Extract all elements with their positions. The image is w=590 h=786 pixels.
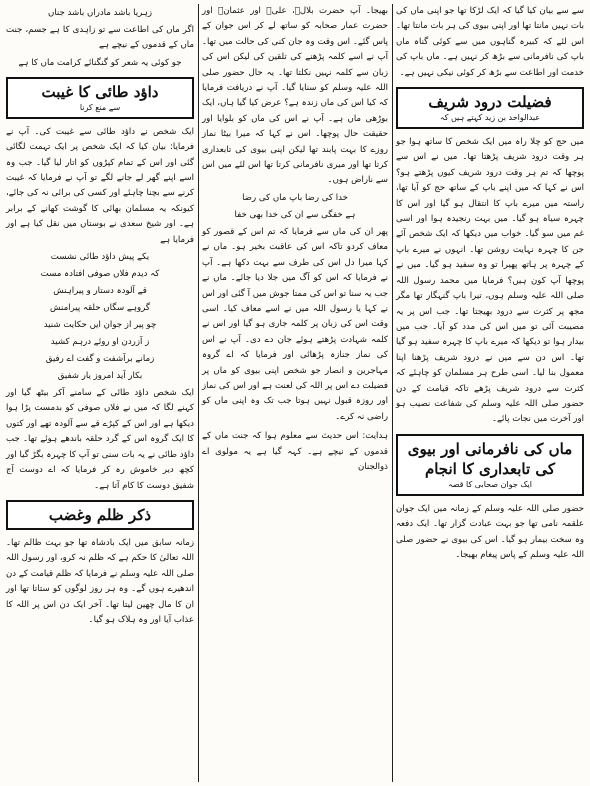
heading-main: داؤد طائی کا غیبت [41,82,159,101]
heading-sub: عبدالواحد بن زید کہتے ہیں کہ [439,113,541,123]
column-divider-left [198,4,199,782]
heading-main: ذکر ظلم وغضب [48,505,152,524]
column-left-body-2: ایک شخص داؤد طائی کے سامنے آکر بیٹھ گیا اور کہنے لگا کہ میں نے فلاں صوفی کو بدمست پڑا ہوا دیکھا ہے اور اس کے کپڑے قے سے آلودہ تھے اور کتوں کا ایک گروہ اس کے گرد حلقہ باندھے ہوئے تھا۔ جب داؤد طائی نے یہ بات سنی تو آپ کا چہرہ بگڑ گیا اور کچھ دیر خاموش رہ کر فرمایا کہ اے دوست آج شفیق دوست کا کام آتا ہے۔ [6,388,194,491]
heading-sub: سے منع کرنا [79,102,121,112]
heading-zulm-o-ghazab [6,500,194,530]
column-middle-body-3: ہدایت: اس حدیث سے معلوم ہوا کہ جنت ماں کے قدموں کے نیچے ہے۔ کہہ گیا ہے یہ مولوی اے ذوالجنان [202,431,388,472]
column-right [396,4,584,563]
heading-sub: ایک جوان صحابی کا قصہ [448,479,532,489]
verse-line: خدا کی رضا باپ ماں کی رضا [242,192,348,203]
top-verse-text: اگر ماں کی اطاعت سے تو زاہدی کا ہے جسم، جنت ماں کے قدموں کے نیچے ہے [6,25,194,51]
column-right-body-3: حضور صلی اللہ علیہ وسلم کے زمانہ میں ایک جوان علقمہ نامی تھا جو بہت عبادت گزار تھا۔ ایک دفعہ وہ سخت بیمار ہو گیا۔ اس کی بیوی نے حضور صلی اللہ علیہ وسلم کے پاس پیغام بھیجا۔ [396,503,584,560]
column-left-body-1: ایک شخص نے داؤد طائی سے غیبت کی۔ آپ نے فرمایا: بیان کیا کہ ایک شخص پر ایک تہمت لگائی گئی اور اس کے تمام کپڑوں کو اتار لیا گیا۔ جب وہ اسے اپنے گھر لے جانے لگے تو آپ نے فرمایا کہ غیبت کرنے سے بچنا چاہئے اور کسی کی برائی نہ کی جائے، کیونکہ یہ مسلمان بھائی کا گوشت کھانے کے برابر ہے۔ اور شیخ سعدی نے بوستاں میں نقل کیا ہے اور فرمایا ہے [6,126,194,245]
column-right-body-1: سے سے بیان کیا گیا کہ ایک لڑکا تھا جو اپنی ماں کی بات نہیں مانتا تھا اور اپنی بیوی کی ہر بات مانتا تھا۔ اس لئے کہ کبیرہ گناہوں میں سے کوئی گناہ ماں باپ کی نافرمانی سے بڑھ کر نہیں ہے۔ ماں باپ کی خدمت اور اطاعت سے بڑھ کر کوئی نیکی نہیں ہے۔ [396,6,584,78]
poem-line: قے آلودہ دستار و پیراہنش [53,286,147,297]
verse-line: زہریا باشد مادراں باشد جناں [47,8,153,18]
heading-fazilat-durood [396,87,584,129]
poem-line: ز آزردن او روئے درہم کشید [50,337,150,348]
heading-daud-tai [6,77,194,119]
poem-line: یکے پیش داؤد طائی نشست [50,252,150,263]
verse-line: ہے خفگی سے ان کی خدا بھی خفا [234,209,356,220]
column-divider-right [392,4,393,782]
heading-main: ماں کی نافرمانی اور بیوی کی تابعداری کا انجام [407,439,573,478]
poem-line: بکار آید امروز یار شفیق [57,371,143,382]
column-right-body-2: میں حج کو چلا راہ میں ایک شخص کا ساتھ ہوا جو ہر وقت درود شریف پڑھتا تھا۔ میں نے اس سے پوچھا کہ تم ہر وقت درود شریف کیوں پڑھتے ہو؟ اس نے کہا کہ میں اپنے باپ کے ساتھ حج کو آیا تھا، راستہ میں میرے باپ کا انتقال ہو گیا اور اس کا چہرہ سیاہ ہو گیا۔ میں بہت رنجیدہ ہوا اور اسی غم میں سو گیا۔ خواب میں دیکھا کہ ایک شخص آئے جن کا چہرہ نہایت روشن تھا۔ انہوں نے میرے باپ کے چہرہ پر ہاتھ پھیرا تو وہ سفید ہو گیا۔ میں نے پوچھا آپ کون ہیں؟ فرمایا میں محمد رسول اللہ صلی اللہ علیہ وسلم ہوں، تیرا باپ گنہگار تھا مگر مجھ پر کثرت سے درود بھیجتا تھا۔ جب اس پر یہ مصیبت آئی تو میں اس کی مدد کو آیا۔ جب میں بیدار ہوا تو دیکھا کہ میرے باپ کا چہرہ سفید ہو گیا تھا۔ اس دن سے میں نے درود شریف پڑھنا اپنا معمول بنا لیا۔ اسی طرح ہر مسلمان کو چاہئے کہ کثرت سے درود شریف پڑھے تاکہ قیامت کے دن حضور صلی اللہ علیہ وسلم کی شفاعت نصیب ہو اور آخرت میں نجات پائے۔ [396,137,584,425]
column-left [6,4,194,628]
poem-line: زمانے برآشفت و گفت اے رفیق [45,354,155,365]
poem-line: گروہے سگاں حلقہ پیرامنش [50,303,150,314]
column-left-body-3: زمانہ سابق میں ایک بادشاہ تھا جو بہت ظالم تھا۔ اللہ تعالیٰ کا حکم ہے کہ ظلم نہ کرو، اور رسول اللہ صلی اللہ علیہ وسلم نے فرمایا کہ ظلم قیامت کے دن اندھیرے ہوں گے۔ وہ ہر روز لوگوں کو ستاتا تھا اور ان کا مال چھین لیتا تھا۔ آخر ایک دن اس پر اللہ کا عذاب آیا اور وہ ہلاک ہو گیا۔ [6,537,194,625]
column-middle [202,4,388,475]
verse-line: جو کوئی یہ شعر کو گنگنائے کرامت ماں کا ہے [18,57,182,68]
heading-maa-ki-nafarmani [396,434,584,496]
heading-main: فضیلت درود شریف [428,93,552,112]
column-middle-body-2: پھر ان کی ماں سے فرمایا کہ تم اس کے قصور کو معاف کردو تاکہ اس کی عاقبت بخیر ہو۔ ماں نے کہا میرا دل اس کی طرف سے بہت دکھا ہے۔ آپ نے فرمایا کہ اس کو آگ میں جلا دیا جائے۔ ماں نے جب یہ سنا تو اس کی ممتا جوش میں آ گئی اور اس نے کہا یا رسول اللہ میں نے اسے معاف کیا۔ اسی وقت اس کی زبان پر کلمہ جاری ہو گیا اور اس نے کلمہ شہادت پڑھتے ہوئے جان دے دی۔ آپ نے اس کی نماز جنازہ پڑھائی اور فرمایا کہ اے گروہ مہاجرین و انصار جو شخص اپنی بیوی کو ماں پر فضیلت دے اس پر اللہ کی لعنت ہے اور اس کی نماز اور روزہ قبول نہیں ہوتا جب تک وہ اپنی ماں کو راضی نہ کرے۔ [202,226,388,422]
poem-line: کہ دیدم فلاں صوفی افتادہ مست [40,269,160,280]
column-middle-body-1: بھیجا۔ آپ حضرت بلالؓ، علیؓ اور عثمانؓ اور حضرت عمار صحابہ کو ساتھ لے کر اس جوان کے پاس گئے۔ اس وقت وہ جان کنی کی حالت میں تھا۔ آپ نے اسے کلمہ پڑھنے کی تلقین کی لیکن اس کی زبان سے کلمہ نہیں نکلتا تھا۔ یہ حال حضور صلی اللہ علیہ وسلم کو سنایا گیا۔ آپ نے دریافت فرمایا کہ کیا اس کی ماں زندہ ہے؟ عرض کیا گیا ہاں، ایک بوڑھی ماں ہے۔ آپ نے اس کی ماں کو بلوایا اور حقیقت حال پوچھا۔ اس نے کہا کہ میرا بیٹا نماز روزے کا بہت پابند تھا لیکن اپنی بیوی کی تابعداری کرتا تھا اور میری نافرمانی کرتا تھا اس لئے میں اس سے ناراض ہوں۔ [202,6,388,186]
poem-line: چو پیر از جوان ایں حکایت شنید [43,320,157,331]
